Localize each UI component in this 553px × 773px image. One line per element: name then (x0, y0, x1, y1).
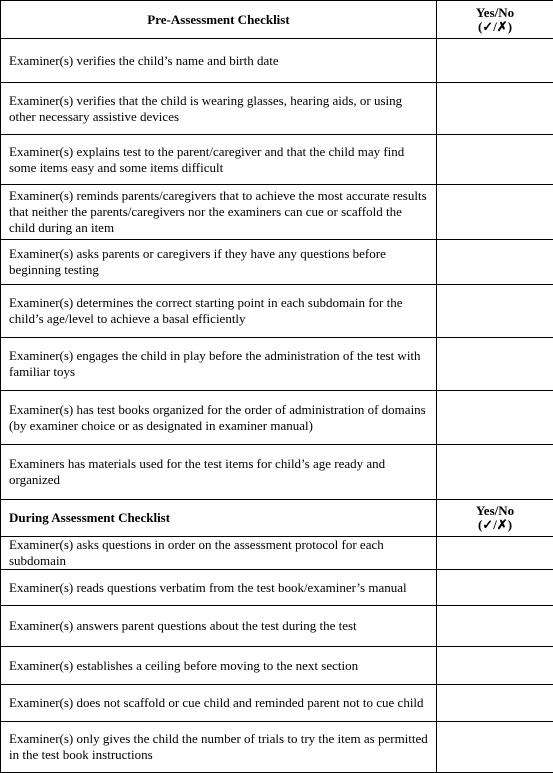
checklist-row (1, 83, 553, 135)
yes-no-cell[interactable] (437, 606, 553, 647)
checklist-item-text: Examiners has materials used for the test items for child’s age ready and organized (1, 445, 437, 500)
yes-no-cell[interactable] (437, 685, 553, 722)
checklist-item-text: Examiner(s) verifies the child’s name and birth date (1, 39, 437, 83)
checklist-item-text: Examiner(s) only gives the child the number of trials to try the item as permitted in the test book instructions (1, 722, 437, 773)
yes-no-cell[interactable] (437, 391, 553, 445)
checklist-row (1, 285, 553, 338)
checklist-item-text: Examiner(s) asks questions in order on the assessment protocol for each subdomain (1, 537, 437, 570)
yes-no-label: Yes/No (437, 504, 553, 518)
yes-no-cell[interactable] (437, 647, 553, 685)
checklist-item-text: Examiner(s) verifies that the child is wearing glasses, hearing aids, or using other necessary assistive devices (1, 83, 437, 135)
checklist-row (1, 240, 553, 285)
during-assessment-header-row (1, 500, 553, 537)
yes-no-cell[interactable] (437, 338, 553, 391)
yes-no-cell[interactable] (437, 570, 553, 606)
checklist-item-text: Examiner(s) answers parent questions about the test during the test (1, 606, 437, 647)
yes-no-cell[interactable] (437, 83, 553, 135)
checklist-row (1, 722, 553, 773)
check-cross-label: (✓/✗) (437, 518, 553, 532)
yes-no-cell[interactable] (437, 285, 553, 338)
checklist-row (1, 537, 553, 570)
yes-no-cell[interactable] (437, 39, 553, 83)
pre-assessment-header-row (1, 1, 553, 39)
checklist-item-text: Examiner(s) determines the correct starting point in each subdomain for the child’s age/level to achieve a basal efficiently (1, 285, 437, 338)
checklist-item-text: Examiner(s) does not scaffold or cue child and reminded parent not to cue child (1, 685, 437, 722)
checklist-row (1, 685, 553, 722)
yes-no-cell[interactable] (437, 445, 553, 500)
checklist-item-text: Examiner(s) reminds parents/caregivers that to achieve the most accurate results that neither the parents/caregivers nor the examiners can cue or scaffold the child during an item (1, 185, 437, 240)
checklist-row (1, 647, 553, 685)
checklist-row (1, 606, 553, 647)
checklist-item-text: Examiner(s) explains test to the parent/caregiver and that the child may find some items easy and some items difficult (1, 135, 437, 185)
yes-no-label: Yes/No (437, 6, 553, 20)
checklist-item-text: Examiner(s) engages the child in play before the administration of the test with familiar toys (1, 338, 437, 391)
yes-no-cell[interactable] (437, 240, 553, 285)
checklist-row (1, 570, 553, 606)
checklist-row (1, 338, 553, 391)
yes-no-header (437, 500, 553, 537)
yes-no-cell[interactable] (437, 537, 553, 570)
checklist-item-text: Examiner(s) asks parents or caregivers if they have any questions before beginning testing (1, 240, 437, 285)
checklist-item-text: Examiner(s) reads questions verbatim from the test book/examiner’s manual (1, 570, 437, 606)
checklist-row (1, 135, 553, 185)
yes-no-cell[interactable] (437, 185, 553, 240)
checklist-row (1, 391, 553, 445)
yes-no-cell[interactable] (437, 135, 553, 185)
checklist-row (1, 185, 553, 240)
yes-no-cell[interactable] (437, 722, 553, 773)
checklist-item-text: Examiner(s) establishes a ceiling before moving to the next section (1, 647, 437, 685)
checklist-row (1, 39, 553, 83)
checklist-row (1, 445, 553, 500)
check-cross-label: (✓/✗) (437, 20, 553, 34)
checklist-item-text: Examiner(s) has test books organized for the order of administration of domains (by examiner choice or as designated in examiner manual) (1, 391, 437, 445)
pre-assessment-title: Pre-Assessment Checklist (1, 1, 437, 39)
during-assessment-title: During Assessment Checklist (1, 500, 437, 537)
yes-no-header (437, 1, 553, 39)
